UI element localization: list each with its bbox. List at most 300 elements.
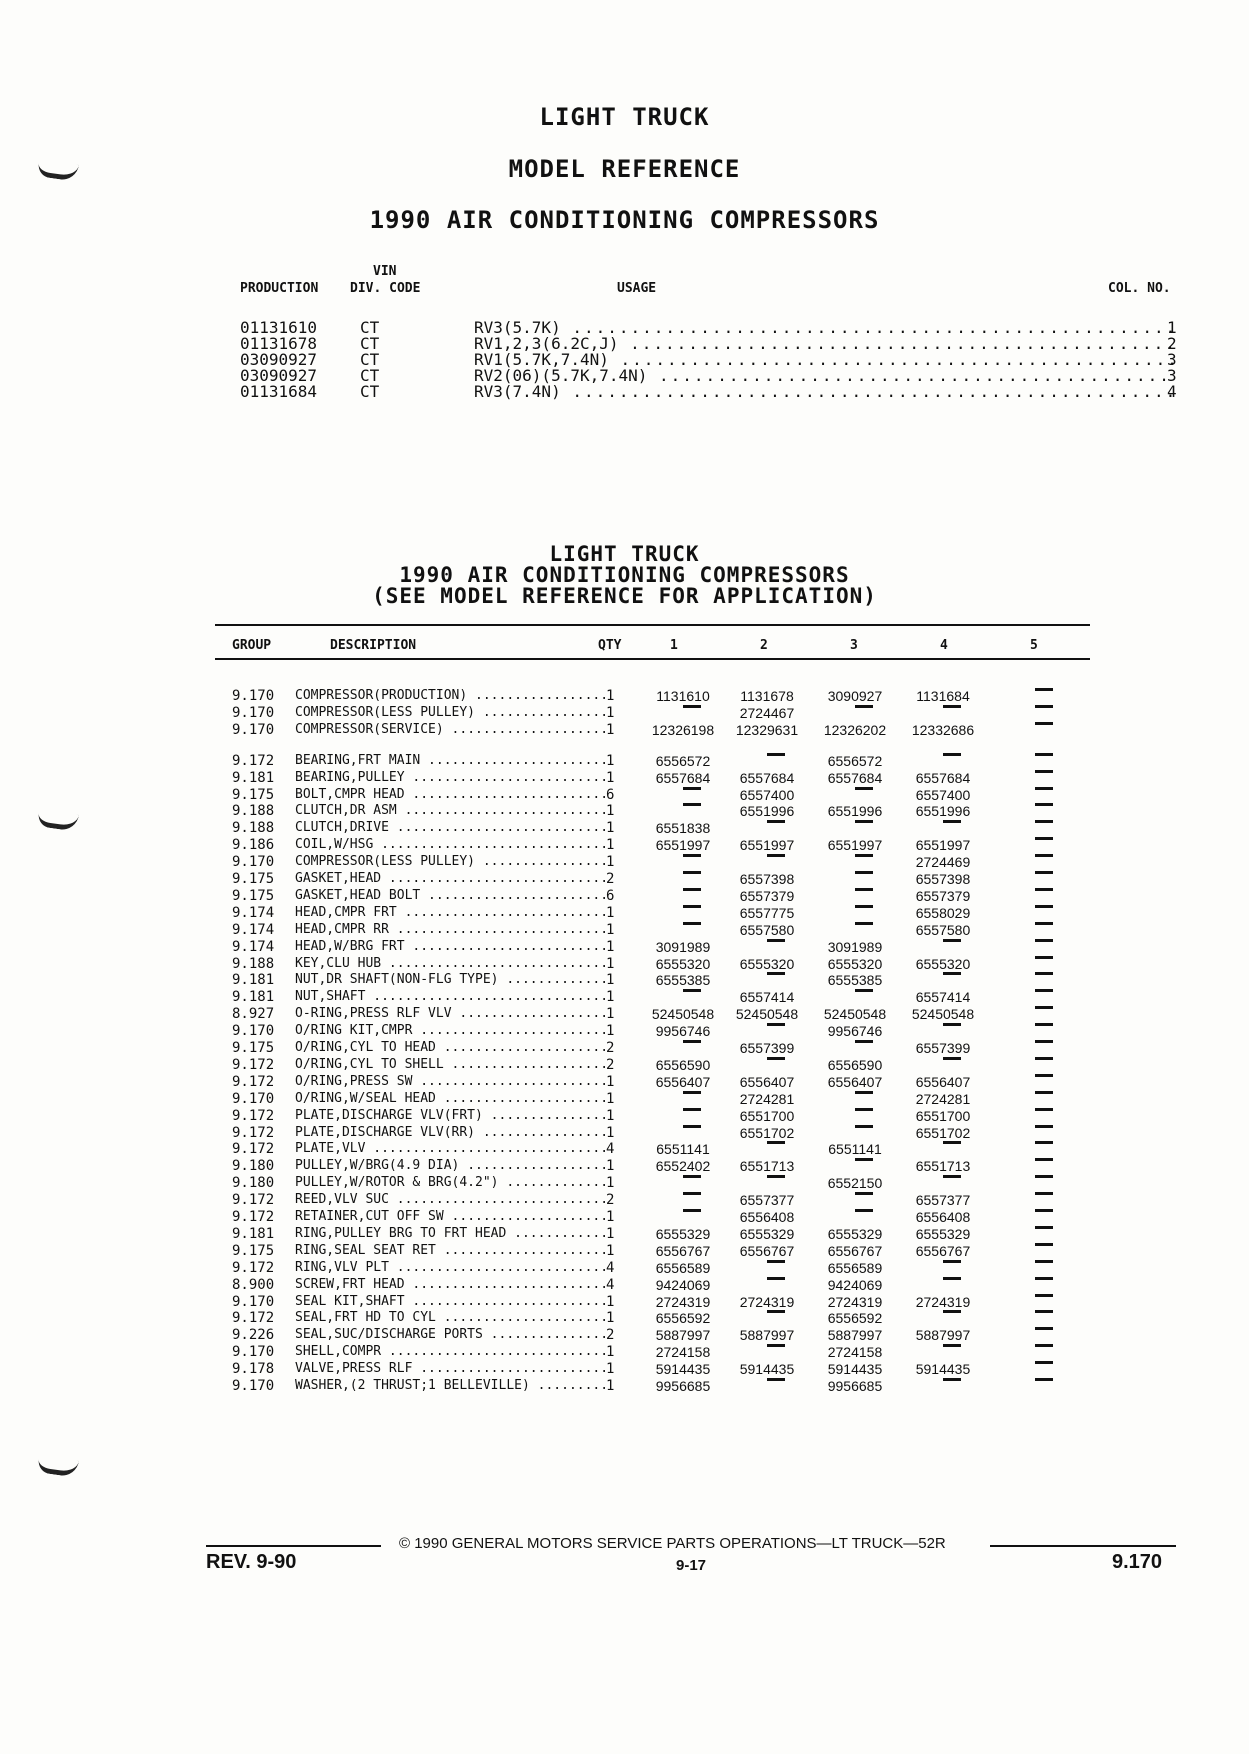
part-description: SEAL,FRT HD TO CYL ..... xyxy=(295,1310,606,1325)
part-number: 6551700 xyxy=(739,1107,795,1124)
part-number: 2724319 xyxy=(915,1293,971,1310)
quantity: 6 xyxy=(606,887,615,904)
part-number: 6557379 xyxy=(739,887,795,904)
group-number: 9.175 xyxy=(232,887,275,904)
table-row xyxy=(0,770,1249,786)
group-number: 9.174 xyxy=(232,904,275,921)
group-number: 9.175 xyxy=(232,871,275,887)
part-number: 6557684 xyxy=(827,769,883,786)
quantity: 1 xyxy=(606,1107,615,1124)
group-number: 9.226 xyxy=(232,1327,275,1344)
part-number: 6551700 xyxy=(915,1107,971,1124)
group-number: 9.170 xyxy=(232,1090,275,1107)
part-description: BOLT,CMPR HEAD ..... xyxy=(295,787,606,802)
table-row xyxy=(0,1074,1249,1090)
quantity: 1 xyxy=(606,688,615,704)
part-number: 9956685 xyxy=(655,1378,711,1394)
production-code: 03090927 xyxy=(240,350,318,369)
model-reference-row xyxy=(0,334,1249,353)
quantity: 2 xyxy=(606,1056,615,1073)
group-number: 9.170 xyxy=(232,1293,275,1310)
part-number: 1131610 xyxy=(656,688,710,704)
table-row xyxy=(0,753,1249,769)
part-number: 6556407 xyxy=(655,1073,711,1090)
production-code: 01131678 xyxy=(240,334,318,353)
part-number: 6557400 xyxy=(739,786,795,803)
group-number: 8.927 xyxy=(232,1006,275,1023)
page-subtitle: MODEL REFERENCE xyxy=(508,155,741,183)
group-number: 9.172 xyxy=(232,1141,275,1158)
quantity: 1 xyxy=(606,1175,615,1192)
group-number: 9.172 xyxy=(232,1073,275,1090)
part-description: BEARING,FRT MAIN ..... xyxy=(295,753,606,768)
part-number: 6557377 xyxy=(739,1192,795,1209)
production-code: 01131610 xyxy=(240,318,318,337)
part-number: 6551997 xyxy=(739,837,795,854)
part-number: 6556589 xyxy=(827,1259,883,1276)
column-number: 3 xyxy=(1167,350,1177,369)
group-number: 9.172 xyxy=(232,1056,275,1073)
part-number: 5914435 xyxy=(655,1361,711,1378)
col-header-1: 1 xyxy=(670,638,678,653)
table-row xyxy=(0,871,1249,887)
production-code: 03090927 xyxy=(240,366,318,385)
part-number: 3091989 xyxy=(655,938,711,955)
part-number: 6557399 xyxy=(739,1040,795,1056)
part-number: 52450548 xyxy=(911,1006,975,1023)
table-header-rule xyxy=(215,658,1090,660)
part-description: HEAD,CMPR FRT ..... xyxy=(295,905,606,920)
part-number: 6557580 xyxy=(915,921,971,938)
table-row xyxy=(0,956,1249,972)
table-row xyxy=(0,1091,1249,1107)
table-row xyxy=(0,989,1249,1005)
quantity: 1 xyxy=(606,1293,615,1310)
table-row xyxy=(0,1023,1249,1039)
parts-note: (SEE MODEL REFERENCE FOR APPLICATION) xyxy=(372,584,877,608)
part-number: 5887997 xyxy=(739,1327,795,1344)
group-number: 9.188 xyxy=(232,820,275,837)
column-number: 1 xyxy=(1167,318,1177,337)
group-number: 9.170 xyxy=(232,1378,275,1394)
part-description: SCREW,FRT HEAD ..... xyxy=(295,1277,606,1292)
model-reference-row xyxy=(0,350,1249,369)
part-description: SEAL KIT,SHAFT ..... xyxy=(295,1294,606,1309)
quantity: 1 xyxy=(606,1344,615,1361)
part-description: CLUTCH,DR ASM ..... xyxy=(295,803,606,818)
part-number: 2724158 xyxy=(655,1344,711,1361)
table-row xyxy=(0,1108,1249,1124)
header-production: PRODUCTION xyxy=(240,281,319,296)
part-description: RING,VLV PLT ..... xyxy=(295,1260,606,1275)
table-row xyxy=(0,837,1249,853)
quantity: 1 xyxy=(606,854,615,871)
part-description: O/RING,PRESS SW ..... xyxy=(295,1074,606,1089)
group-number: 9.170 xyxy=(232,721,275,738)
part-description: GASKET,HEAD BOLT ..... xyxy=(295,888,606,903)
part-number: 6551141 xyxy=(656,1141,710,1158)
part-description: PLATE,DISCHARGE VLV(RR) ..... xyxy=(295,1125,606,1140)
table-row xyxy=(0,688,1249,704)
quantity: 1 xyxy=(606,1378,615,1394)
part-number: 2724467 xyxy=(739,704,795,721)
col-header-5: 5 xyxy=(1030,638,1038,653)
group-number: 9.181 xyxy=(232,1225,275,1242)
part-number: 6555320 xyxy=(739,955,795,972)
col-header-group: GROUP xyxy=(232,638,272,653)
group-number: 9.181 xyxy=(232,989,275,1006)
part-number: 6556407 xyxy=(739,1073,795,1090)
part-number: 6556572 xyxy=(655,752,711,769)
part-number: 5887997 xyxy=(915,1327,971,1344)
usage: RV1,2,3(6.2C,J) ..... xyxy=(474,334,1174,353)
quantity: 1 xyxy=(606,1225,615,1242)
part-description: HEAD,CMPR RR ..... xyxy=(295,922,606,937)
part-description: SHELL,COMPR ..... xyxy=(295,1344,606,1359)
part-number: 1131678 xyxy=(740,688,794,704)
part-number: 3090927 xyxy=(827,688,883,704)
part-number: 6556767 xyxy=(915,1242,971,1259)
part-number: 6557775 xyxy=(739,904,795,921)
part-description: CLUTCH,DRIVE ..... xyxy=(295,820,606,835)
part-description: KEY,CLU HUB ..... xyxy=(295,956,606,971)
group-number: 9.188 xyxy=(232,803,275,820)
group-number: 9.170 xyxy=(232,688,275,704)
col-header-2: 2 xyxy=(760,638,768,653)
part-number: 6551713 xyxy=(915,1158,971,1175)
part-number: 6551997 xyxy=(827,837,883,854)
part-number: 5914435 xyxy=(915,1361,971,1378)
group-number: 9.181 xyxy=(232,972,275,989)
part-number: 6556767 xyxy=(655,1242,711,1259)
table-row xyxy=(0,1209,1249,1225)
table-row xyxy=(0,705,1249,721)
quantity: 1 xyxy=(606,752,615,769)
page-subtitle-year: 1990 AIR CONDITIONING COMPRESSORS xyxy=(369,206,880,234)
part-number: 6555385 xyxy=(827,972,883,989)
part-number: 6557399 xyxy=(915,1040,971,1056)
part-number: 6557398 xyxy=(739,871,795,887)
table-row xyxy=(0,922,1249,938)
part-number: 52450548 xyxy=(823,1006,887,1023)
part-number: 9956746 xyxy=(827,1023,883,1040)
parts-subtitle: 1990 AIR CONDITIONING COMPRESSORS xyxy=(399,563,850,587)
part-description: NUT,SHAFT ..... xyxy=(295,989,606,1004)
table-row xyxy=(0,854,1249,870)
part-description: SEAL,SUC/DISCHARGE PORTS ..... xyxy=(295,1327,606,1342)
quantity: 4 xyxy=(606,1259,615,1276)
group-number: 9.175 xyxy=(232,1242,275,1259)
part-number: 5887997 xyxy=(655,1327,711,1344)
part-number: 2724281 xyxy=(739,1090,795,1107)
quantity: 1 xyxy=(606,803,615,820)
part-description: O/RING,CYL TO HEAD ..... xyxy=(295,1040,606,1055)
part-number: 6557684 xyxy=(739,769,795,786)
part-number: 6556572 xyxy=(827,752,883,769)
table-row xyxy=(0,1327,1249,1343)
quantity: 2 xyxy=(606,1327,615,1344)
model-reference-row xyxy=(0,318,1249,337)
table-row xyxy=(0,972,1249,988)
part-number: 1131684 xyxy=(916,688,970,704)
part-number: 6557379 xyxy=(915,887,971,904)
part-description: REED,VLV SUC ..... xyxy=(295,1192,606,1207)
part-number: 6556592 xyxy=(655,1310,711,1327)
table-row xyxy=(0,803,1249,819)
part-number: 6552402 xyxy=(655,1158,711,1175)
quantity: 1 xyxy=(606,1310,615,1327)
part-description: O/RING,CYL TO SHELL ..... xyxy=(295,1057,606,1072)
part-description: PULLEY,W/ROTOR & BRG(4.2") ..... xyxy=(295,1175,606,1190)
quantity: 1 xyxy=(606,955,615,972)
part-number: 6555320 xyxy=(915,955,971,972)
group-number: 9.180 xyxy=(232,1158,275,1175)
part-number: 6556407 xyxy=(915,1073,971,1090)
group-number: 9.178 xyxy=(232,1361,275,1378)
quantity: 1 xyxy=(606,1073,615,1090)
quantity: 1 xyxy=(606,1006,615,1023)
group-number: 9.186 xyxy=(232,837,275,854)
column-number: 3 xyxy=(1167,366,1177,385)
header-col-no: COL. NO. xyxy=(1108,281,1171,296)
part-number: 6556592 xyxy=(827,1310,883,1327)
part-description: BEARING,PULLEY ..... xyxy=(295,770,606,785)
part-number: 2724281 xyxy=(915,1090,971,1107)
part-number: 2724319 xyxy=(655,1293,711,1310)
part-description: COMPRESSOR(LESS PULLEY) ..... xyxy=(295,705,606,720)
table-top-rule xyxy=(215,624,1090,626)
part-description: PULLEY,W/BRG(4.9 DIA) ..... xyxy=(295,1158,606,1173)
footer-rev: REV. 9-90 xyxy=(206,1551,297,1573)
part-description: O/RING KIT,CMPR ..... xyxy=(295,1023,606,1038)
table-row xyxy=(0,1260,1249,1276)
column-number: 2 xyxy=(1167,334,1177,353)
part-number: 5914435 xyxy=(739,1361,795,1378)
col-header-3: 3 xyxy=(850,638,858,653)
group-number: 9.175 xyxy=(232,786,275,803)
part-description: COIL,W/HSG ..... xyxy=(295,837,606,852)
part-number: 6556589 xyxy=(655,1259,711,1276)
table-row xyxy=(0,1243,1249,1259)
part-description: PLATE,DISCHARGE VLV(FRT) ..... xyxy=(295,1108,606,1123)
model-reference-row xyxy=(0,366,1249,385)
group-number: 9.170 xyxy=(232,704,275,721)
part-number: 6555329 xyxy=(915,1225,971,1242)
part-description: RING,SEAL SEAT RET ..... xyxy=(295,1243,606,1258)
group-number: 9.172 xyxy=(232,1107,275,1124)
quantity: 1 xyxy=(606,721,615,738)
part-number: 2724319 xyxy=(739,1293,795,1310)
usage: RV3(5.7K) ..... xyxy=(474,318,1174,337)
group-number: 9.172 xyxy=(232,1259,275,1276)
quantity: 1 xyxy=(606,1023,615,1040)
quantity: 1 xyxy=(606,704,615,721)
quantity: 1 xyxy=(606,989,615,1006)
part-number: 5887997 xyxy=(827,1327,883,1344)
group-number: 9.172 xyxy=(232,1192,275,1209)
part-description: HEAD,W/BRG FRT ..... xyxy=(295,939,606,954)
footer-page-number: 9-17 xyxy=(676,1557,707,1574)
quantity: 1 xyxy=(606,938,615,955)
group-number: 8.900 xyxy=(232,1276,275,1293)
quantity: 1 xyxy=(606,921,615,938)
part-number: 12332686 xyxy=(911,721,975,738)
table-row xyxy=(0,787,1249,803)
part-description: GASKET,HEAD ..... xyxy=(295,871,606,886)
part-number: 6557398 xyxy=(915,871,971,887)
quantity: 1 xyxy=(606,820,615,837)
part-number: 52450548 xyxy=(735,1006,799,1023)
part-number: 6557684 xyxy=(915,769,971,786)
model-reference-row xyxy=(0,382,1249,401)
part-number: 2724158 xyxy=(827,1344,883,1361)
part-number: 6555385 xyxy=(655,972,711,989)
quantity: 4 xyxy=(606,1276,615,1293)
part-number: 6551997 xyxy=(655,837,711,854)
table-row xyxy=(0,939,1249,955)
part-number: 6556408 xyxy=(739,1209,795,1225)
part-number: 6551997 xyxy=(915,837,971,854)
header-vin: VIN xyxy=(373,264,397,279)
table-row xyxy=(0,1040,1249,1056)
production-code: 01131684 xyxy=(240,382,318,401)
table-row xyxy=(0,1294,1249,1310)
part-number: 6555329 xyxy=(827,1225,883,1242)
table-row xyxy=(0,1310,1249,1326)
footer-section-number: 9.170 xyxy=(1112,1551,1163,1573)
quantity: 1 xyxy=(606,972,615,989)
table-row xyxy=(0,1006,1249,1022)
group-number: 9.172 xyxy=(232,1124,275,1141)
part-description: COMPRESSOR(PRODUCTION) ..... xyxy=(295,688,606,703)
group-number: 9.174 xyxy=(232,921,275,938)
quantity: 1 xyxy=(606,1209,615,1225)
div-code: CT xyxy=(360,382,380,401)
quantity: 2 xyxy=(606,1040,615,1056)
quantity: 1 xyxy=(606,904,615,921)
part-number: 9956685 xyxy=(827,1378,883,1394)
quantity: 6 xyxy=(606,786,615,803)
part-description: PLATE,VLV ..... xyxy=(295,1141,606,1156)
part-number: 6551141 xyxy=(828,1141,882,1158)
group-number: 9.181 xyxy=(232,769,275,786)
part-number: 6551996 xyxy=(915,803,971,820)
part-number: 6555329 xyxy=(739,1225,795,1242)
table-row xyxy=(0,1057,1249,1073)
part-number: 6556590 xyxy=(827,1056,883,1073)
part-description: O-RING,PRESS RLF VLV ..... xyxy=(295,1006,606,1021)
part-number: 6555320 xyxy=(655,955,711,972)
group-number: 9.175 xyxy=(232,1040,275,1056)
part-number: 6556407 xyxy=(827,1073,883,1090)
table-row xyxy=(0,1192,1249,1208)
part-description: WASHER,(2 THRUST;1 BELLEVILLE) ..... xyxy=(295,1378,606,1393)
table-row xyxy=(0,1175,1249,1191)
part-description: RETAINER,CUT OFF SW ..... xyxy=(295,1209,606,1224)
footer-copyright: © 1990 GENERAL MOTORS SERVICE PARTS OPERATIONS—LT TRUCK—52R xyxy=(399,1535,946,1552)
part-number: 6555329 xyxy=(655,1225,711,1242)
column-number: 4 xyxy=(1167,382,1177,401)
part-number: 6551996 xyxy=(739,803,795,820)
quantity: 1 xyxy=(606,837,615,854)
part-number: 52450548 xyxy=(651,1006,715,1023)
quantity: 1 xyxy=(606,769,615,786)
col-header-description: DESCRIPTION xyxy=(330,638,417,653)
part-number: 6556408 xyxy=(915,1209,971,1225)
group-number: 9.172 xyxy=(232,1310,275,1327)
group-number: 9.170 xyxy=(232,1344,275,1361)
group-number: 9.180 xyxy=(232,1175,275,1192)
table-row xyxy=(0,1141,1249,1157)
part-number: 2724469 xyxy=(915,854,971,871)
table-row xyxy=(0,1344,1249,1360)
table-row xyxy=(0,1125,1249,1141)
part-number: 9424069 xyxy=(655,1276,711,1293)
table-row xyxy=(0,1158,1249,1174)
div-code: CT xyxy=(360,366,380,385)
part-number: 5914435 xyxy=(827,1361,883,1378)
part-number: 6552150 xyxy=(827,1175,883,1192)
quantity: 2 xyxy=(606,871,615,887)
part-number: 12326198 xyxy=(651,721,715,738)
div-code: CT xyxy=(360,334,380,353)
div-code: CT xyxy=(360,318,380,337)
table-row xyxy=(0,820,1249,836)
quantity: 1 xyxy=(606,1242,615,1259)
col-header-qty: QTY xyxy=(598,638,622,653)
header-div-code: DIV. CODE xyxy=(350,281,421,296)
table-row xyxy=(0,905,1249,921)
part-number: 6551713 xyxy=(739,1158,795,1175)
part-number: 6557414 xyxy=(739,989,795,1006)
footer-rule-right xyxy=(990,1545,1176,1547)
quantity: 1 xyxy=(606,1124,615,1141)
table-row xyxy=(0,722,1249,738)
part-number: 12329631 xyxy=(735,721,799,738)
usage: RV3(7.4N) ..... xyxy=(474,382,1174,401)
part-number: 3091989 xyxy=(827,938,883,955)
part-number: 6557400 xyxy=(915,786,971,803)
part-number: 6551702 xyxy=(915,1124,971,1141)
part-description: RING,PULLEY BRG TO FRT HEAD ..... xyxy=(295,1226,606,1241)
part-number: 6557580 xyxy=(739,921,795,938)
parts-title: LIGHT TRUCK xyxy=(549,542,700,566)
header-usage: USAGE xyxy=(617,281,657,296)
table-row xyxy=(0,1378,1249,1394)
quantity: 1 xyxy=(606,1361,615,1378)
part-number: 6551996 xyxy=(827,803,883,820)
group-number: 9.170 xyxy=(232,854,275,871)
part-number: 12326202 xyxy=(823,721,887,738)
part-number: 6555320 xyxy=(827,955,883,972)
footer-rule-left xyxy=(206,1545,381,1547)
usage: RV2(06)(5.7K,7.4N) ..... xyxy=(474,366,1174,385)
group-number: 9.170 xyxy=(232,1023,275,1040)
part-number: 6557684 xyxy=(655,769,711,786)
part-number: 9424069 xyxy=(827,1276,883,1293)
scan-mark xyxy=(37,1455,79,1477)
part-number: 6558029 xyxy=(915,904,971,921)
part-number: 6551838 xyxy=(655,820,711,837)
quantity: 1 xyxy=(606,1158,615,1175)
quantity: 1 xyxy=(606,1090,615,1107)
part-number: 2724319 xyxy=(827,1293,883,1310)
part-number: 9956746 xyxy=(655,1023,711,1040)
group-number: 9.172 xyxy=(232,1209,275,1225)
group-number: 9.174 xyxy=(232,938,275,955)
table-row xyxy=(0,1226,1249,1242)
part-description: VALVE,PRESS RLF ..... xyxy=(295,1361,606,1376)
